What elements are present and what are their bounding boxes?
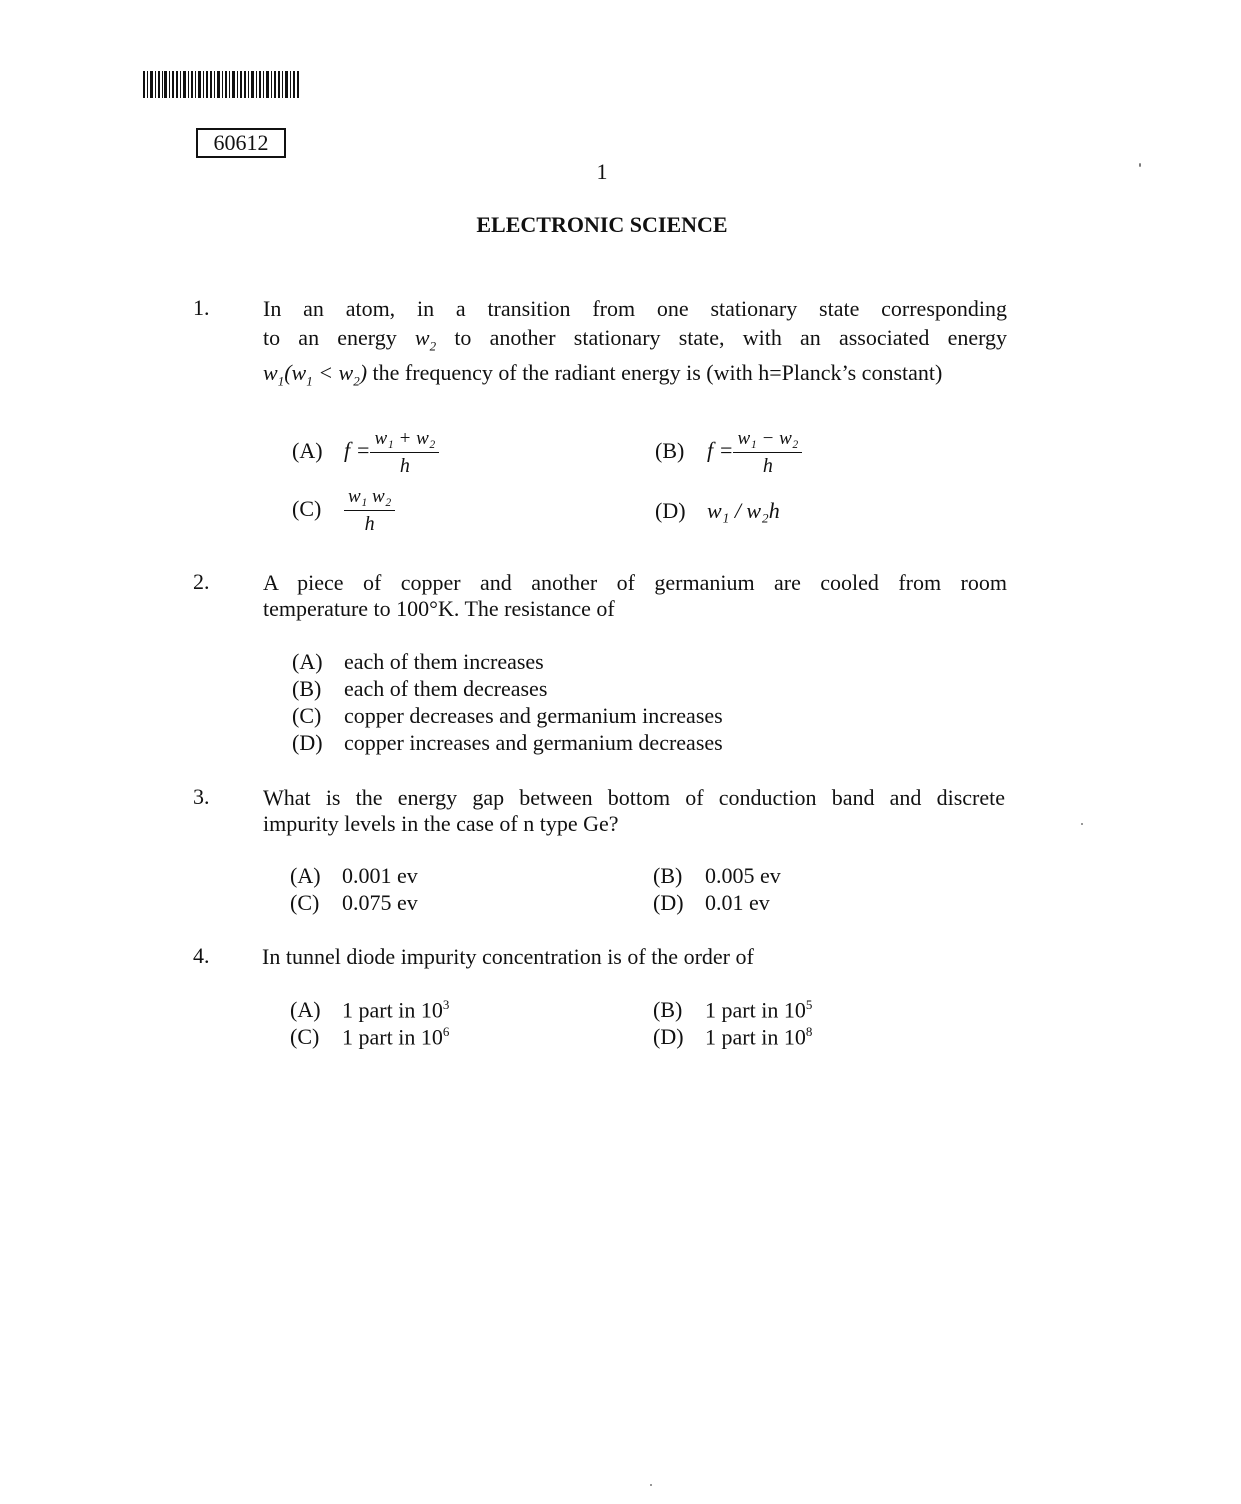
option-d xyxy=(292,730,723,756)
question-line: A piece of copper and another of germanium are cooled from room xyxy=(263,570,1007,595)
math-expression: w₁ / w₂h xyxy=(707,498,780,523)
option-label: (B) xyxy=(655,437,685,463)
option-label: (A) xyxy=(292,649,323,674)
option-c xyxy=(290,1024,449,1050)
question-number: 4. xyxy=(193,943,210,968)
question-text xyxy=(263,784,1005,839)
option-exponent: 6 xyxy=(442,1024,450,1039)
option-label: (A) xyxy=(290,997,321,1023)
option-c xyxy=(292,486,395,535)
option-label: (C) xyxy=(292,703,322,728)
fraction xyxy=(344,486,395,535)
page-title: ELECTRONIC SCIENCE xyxy=(476,212,728,237)
option-c xyxy=(290,890,418,916)
option-text: 0.005 ev xyxy=(705,863,781,888)
math-w2: $w_2$ xyxy=(414,325,437,354)
option-a xyxy=(292,428,439,477)
question-line: In tunnel diode impurity concentration is of the order of xyxy=(262,944,754,969)
option-label: (A) xyxy=(290,863,321,888)
option-text: copper decreases and germanium increases xyxy=(344,703,723,728)
question-segment: the frequency of the radiant energy is (with h=Planck’s constant) xyxy=(372,360,943,385)
option-label: (D) xyxy=(653,1024,684,1050)
option-d xyxy=(653,890,770,916)
math-lhs: f = xyxy=(707,437,734,463)
option-b xyxy=(292,676,547,702)
numerator: w₁ − w₂ xyxy=(733,428,802,453)
option-text: 1 part in 10 xyxy=(705,997,806,1023)
denominator: h xyxy=(399,455,410,477)
option-c xyxy=(292,703,723,729)
question-text xyxy=(263,295,1007,388)
option-a xyxy=(292,649,544,675)
option-label: (D) xyxy=(653,890,684,915)
scan-speck xyxy=(650,1484,652,1486)
math-lhs: f = xyxy=(344,437,371,463)
scan-speck xyxy=(1139,163,1141,167)
question-number: 1. xyxy=(193,295,210,320)
page-number: 1 xyxy=(596,159,608,184)
question-number: 3. xyxy=(193,784,210,809)
question-line xyxy=(263,359,1007,388)
option-exponent: 3 xyxy=(442,997,450,1012)
denominator: h xyxy=(364,513,375,535)
question-line: temperature to 100°K. The resistance of xyxy=(263,596,615,621)
option-b xyxy=(655,428,802,477)
option-exponent: 8 xyxy=(805,1024,813,1039)
option-text: 0.075 ev xyxy=(342,890,418,915)
option-label: (D) xyxy=(292,730,323,755)
fraction xyxy=(370,428,439,477)
option-label: (D) xyxy=(655,498,686,523)
question-segment: to another stationary state, with an associated energy xyxy=(454,325,1008,350)
option-label: (A) xyxy=(292,437,323,463)
question-segment: to an energy xyxy=(263,325,397,350)
option-text: each of them decreases xyxy=(344,676,548,701)
option-text: 0.01 ev xyxy=(705,890,770,915)
question-number: 2. xyxy=(193,569,210,594)
scan-speck xyxy=(1081,823,1083,825)
math-condition: $w_1(w_1 < w_2)$ xyxy=(263,360,368,389)
numerator: w₁ + w₂ xyxy=(370,428,439,453)
question-line: What is the energy gap between bottom of conduction band and discrete xyxy=(263,785,1005,810)
option-text: 1 part in 10 xyxy=(342,997,443,1023)
question-line: impurity levels in the case of n type Ge? xyxy=(263,811,619,836)
option-d xyxy=(653,1024,812,1050)
option-d xyxy=(655,498,780,524)
question-text xyxy=(262,943,1006,972)
paper-code: 60612 xyxy=(196,128,286,158)
option-text: 0.001 ev xyxy=(342,863,418,888)
question-line: In an atom, in a transition from one stationary state corresponding xyxy=(263,296,1007,321)
question-line xyxy=(263,324,1007,353)
option-b xyxy=(653,997,812,1023)
denominator: h xyxy=(762,455,773,477)
option-b xyxy=(653,863,781,889)
option-label: (C) xyxy=(290,890,320,915)
option-label: (B) xyxy=(292,676,322,701)
question-text xyxy=(263,569,1007,624)
option-text: 1 part in 10 xyxy=(342,1024,443,1050)
option-text: 1 part in 10 xyxy=(705,1024,806,1050)
option-a xyxy=(290,863,418,889)
option-label: (B) xyxy=(653,997,683,1023)
option-label: (B) xyxy=(653,863,683,888)
option-text: each of them increases xyxy=(344,649,544,674)
fraction xyxy=(733,428,802,477)
option-exponent: 5 xyxy=(805,997,813,1012)
option-text: copper increases and germanium decreases xyxy=(344,730,723,755)
barcode xyxy=(143,71,299,98)
numerator: w₁ w₂ xyxy=(344,486,395,511)
option-a xyxy=(290,997,449,1023)
option-label: (C) xyxy=(292,495,322,521)
option-label: (C) xyxy=(290,1024,320,1050)
